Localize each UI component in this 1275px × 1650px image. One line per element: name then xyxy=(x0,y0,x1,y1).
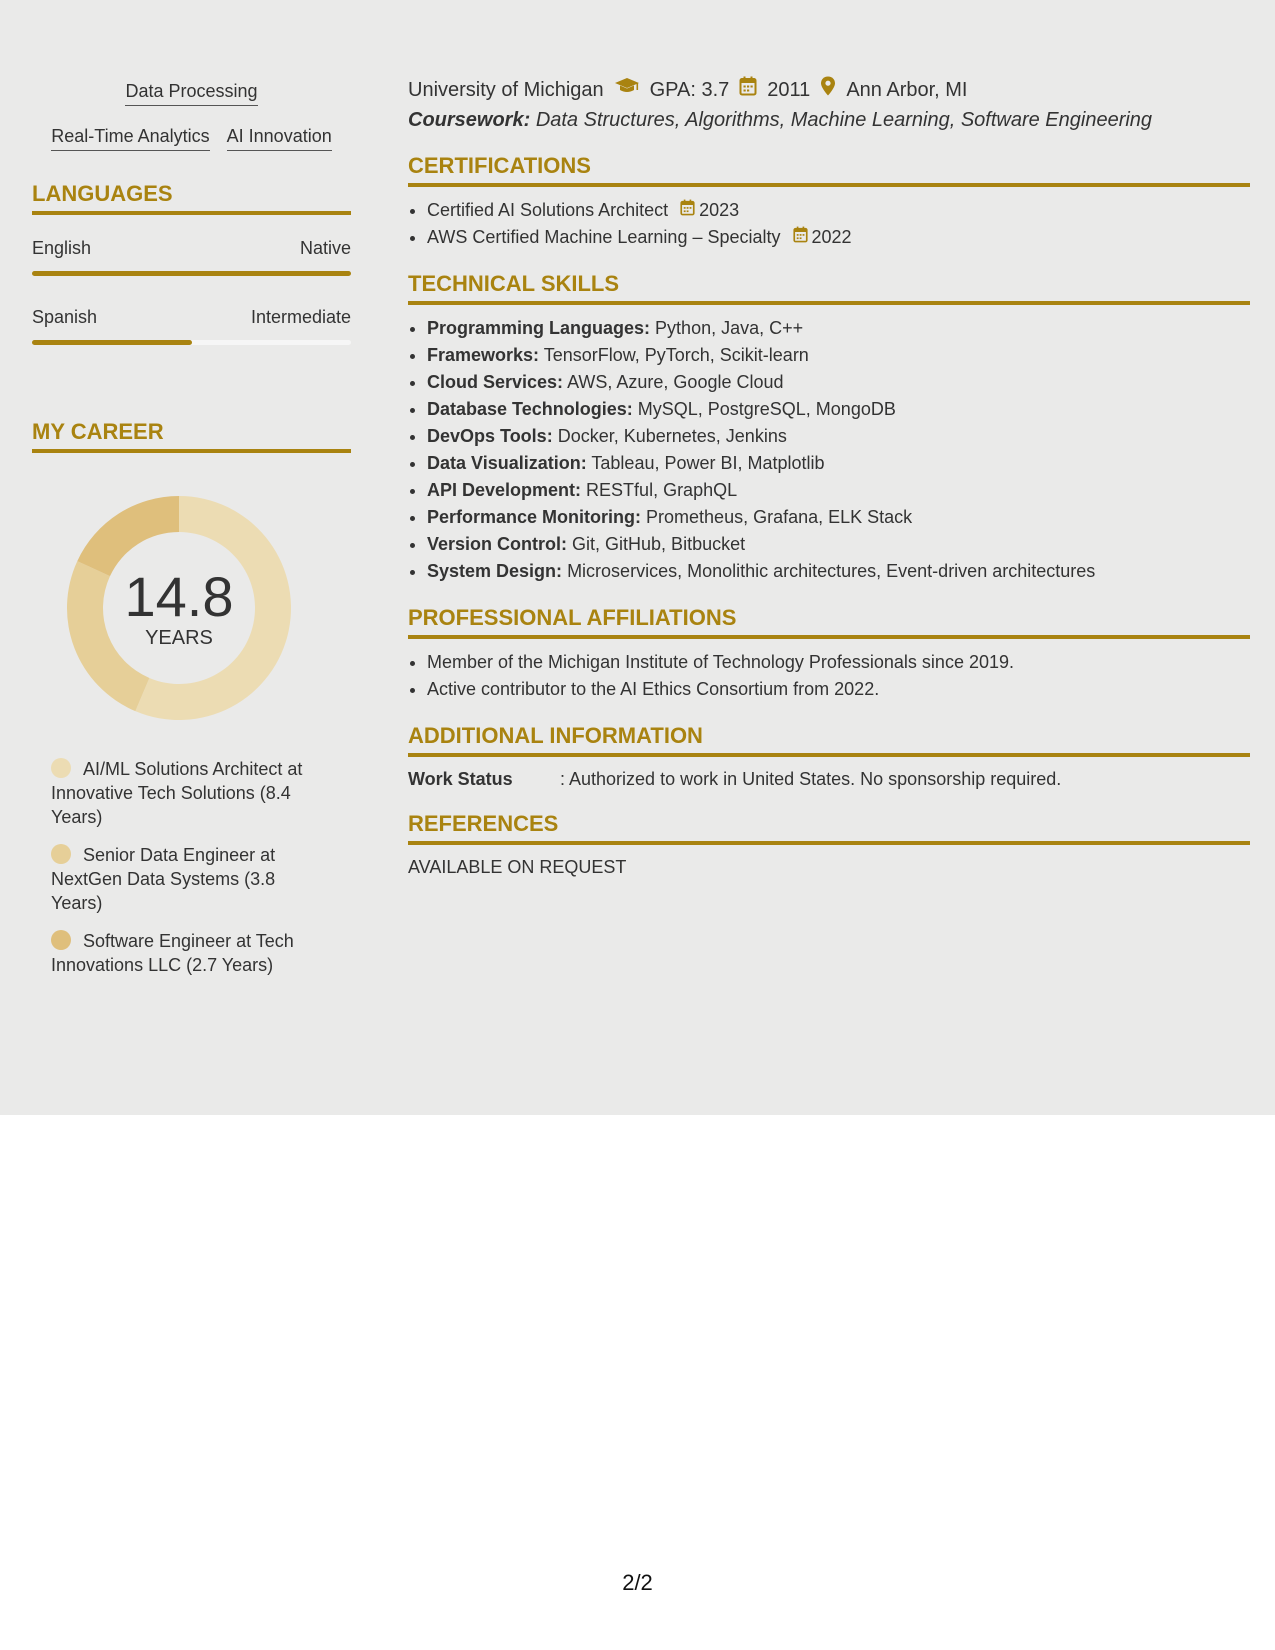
skill-key: Data Visualization: xyxy=(427,453,587,473)
legend-dot-icon xyxy=(51,844,71,864)
education-gpa: GPA: 3.7 xyxy=(649,78,730,101)
career-heading: MY CAREER xyxy=(32,419,351,453)
skill-key: Version Control: xyxy=(427,534,568,554)
list-item xyxy=(427,450,1250,477)
coursework-label: Coursework: xyxy=(408,109,531,131)
work-status-key: Work Status xyxy=(408,769,513,789)
list-item xyxy=(427,477,1250,504)
career-total-years: 14.8 xyxy=(124,565,234,628)
affiliations-list xyxy=(408,649,1250,703)
skill-value: Prometheus, Grafana, ELK Stack xyxy=(646,507,913,527)
language-level: Intermediate xyxy=(250,307,351,327)
skill-key: Programming Languages: xyxy=(427,318,651,338)
skill-value: Python, Java, C++ xyxy=(655,318,804,338)
education-year: 2011 xyxy=(767,78,811,101)
skill-value: AWS, Azure, Google Cloud xyxy=(567,372,784,392)
certification-name: • Certified AI Solutions Architect xyxy=(427,200,669,220)
skill-key: Performance Monitoring: xyxy=(427,507,642,527)
references-text: AVAILABLE ON REQUEST xyxy=(408,857,627,877)
career-donut-chart xyxy=(66,495,292,721)
coursework xyxy=(408,107,1250,133)
list-item xyxy=(427,224,1250,251)
list-item xyxy=(427,423,1250,450)
skill-key: Database Technologies: xyxy=(427,399,633,419)
language-bar-fill xyxy=(32,340,192,345)
certification-name: • AWS Certified Machine Learning – Specialty xyxy=(427,227,781,247)
graduation-cap-icon xyxy=(614,76,640,103)
map-pin-icon xyxy=(820,76,836,103)
language-level: Native xyxy=(299,238,351,258)
list-item xyxy=(427,531,1250,558)
certifications-list xyxy=(408,197,1250,251)
page-number: 2/2 xyxy=(622,1570,653,1595)
list-item xyxy=(427,369,1250,396)
tag-real-time-analytics: Real-Time Analytics xyxy=(51,125,209,151)
career-legend-item xyxy=(51,757,322,829)
legend-label: AI/ML Solutions Architect at Innovative Tech Solutions (8.4 Years) xyxy=(51,759,303,827)
tag-list xyxy=(32,80,351,151)
skill-key: Cloud Services: xyxy=(427,372,564,392)
certifications-heading: CERTIFICATIONS xyxy=(408,153,1250,187)
skill-value: TensorFlow, PyTorch, Scikit-learn xyxy=(543,345,809,365)
career-legend-item xyxy=(51,929,322,977)
certification-year: 2022 xyxy=(811,227,852,247)
skill-value: Git, GitHub, Bitbucket xyxy=(572,534,746,554)
sidebar xyxy=(32,80,351,991)
list-item xyxy=(427,197,1250,224)
languages-heading: LANGUAGES xyxy=(32,181,351,215)
career-legend-item xyxy=(51,843,322,915)
education-line xyxy=(408,76,1250,103)
skill-key: API Development: xyxy=(427,480,582,500)
skill-key: System Design: xyxy=(427,561,563,581)
additional-info-heading: ADDITIONAL INFORMATION xyxy=(408,723,1250,757)
language-bar xyxy=(32,340,351,345)
skill-key: Frameworks: xyxy=(427,345,540,365)
skill-value: MySQL, PostgreSQL, MongoDB xyxy=(637,399,896,419)
certification-year: 2023 xyxy=(699,200,740,220)
list-item: • Active contributor to the AI Ethics Consortium from 2022. xyxy=(427,676,1250,703)
technical-skills-heading: TECHNICAL SKILLS xyxy=(408,271,1250,305)
list-item xyxy=(427,342,1250,369)
skill-value: Microservices, Monolithic architectures, Event-driven architectures xyxy=(567,561,1096,581)
skill-value: Tableau, Power BI, Matplotlib xyxy=(591,453,825,473)
legend-dot-icon xyxy=(51,758,71,778)
education-school: University of Michigan xyxy=(408,78,604,101)
list-item xyxy=(427,315,1250,342)
list-item: • Member of the Michigan Institute of Technology Professionals since 2019. xyxy=(427,649,1250,676)
legend-dot-icon xyxy=(51,930,71,950)
list-item xyxy=(427,558,1250,585)
work-status-value: : Authorized to work in United States. No sponsorship required. xyxy=(560,769,1062,789)
calendar-icon xyxy=(680,197,695,224)
coursework-list: Data Structures, Algorithms, Machine Learning, Software Engineering xyxy=(535,109,1153,131)
language-name: Spanish xyxy=(32,307,98,327)
language-bar-fill xyxy=(32,271,351,276)
calendar-icon xyxy=(793,224,808,251)
tag-ai-innovation: AI Innovation xyxy=(227,125,332,151)
main-content xyxy=(408,76,1250,879)
calendar-icon xyxy=(739,76,757,103)
legend-label: Senior Data Engineer at NextGen Data Systems (3.8 Years) xyxy=(51,845,276,913)
education-location: Ann Arbor, MI xyxy=(846,78,968,101)
work-status-row xyxy=(408,767,1250,791)
language-spanish xyxy=(32,306,351,345)
list-item xyxy=(427,396,1250,423)
career-legend xyxy=(32,757,322,977)
affiliations-heading: PROFESSIONAL AFFILIATIONS xyxy=(408,605,1250,639)
legend-label: Software Engineer at Tech Innovations LLC (2.7 Years) xyxy=(51,931,294,975)
skill-value: Docker, Kubernetes, Jenkins xyxy=(557,426,787,446)
list-item xyxy=(427,504,1250,531)
references-heading: REFERENCES xyxy=(408,811,1250,845)
language-english xyxy=(32,237,351,276)
career-unit: YEARS xyxy=(145,627,213,649)
skills-list xyxy=(408,315,1250,585)
skill-key: DevOps Tools: xyxy=(427,426,553,446)
tag-data-processing: Data Processing xyxy=(125,80,257,106)
language-name: English xyxy=(32,238,92,258)
language-bar xyxy=(32,271,351,276)
skill-value: RESTful, GraphQL xyxy=(586,480,738,500)
